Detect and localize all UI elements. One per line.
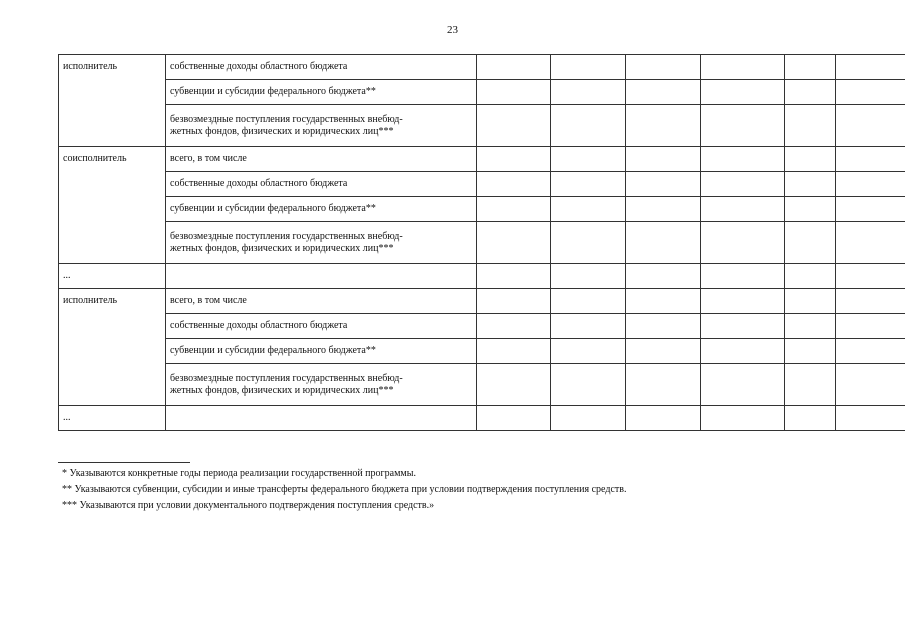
table-row xyxy=(59,172,905,197)
value-cell xyxy=(836,314,905,339)
value-cell xyxy=(477,406,551,431)
value-cell xyxy=(477,222,551,264)
table-row xyxy=(59,147,905,172)
table-row xyxy=(59,339,905,364)
value-cell xyxy=(785,172,836,197)
value-cell xyxy=(836,80,905,105)
source-cell: безвозмездные поступления государственных внебюд- жетных фондов, физических и юридических лиц*** xyxy=(166,364,477,406)
value-cell xyxy=(551,406,626,431)
value-cell xyxy=(626,314,701,339)
value-cell xyxy=(785,55,836,80)
value-cell xyxy=(785,147,836,172)
source-cell: субвенции и субсидии федерального бюджета** xyxy=(166,197,477,222)
footnotes xyxy=(62,466,842,514)
value-cell xyxy=(551,80,626,105)
value-cell xyxy=(701,147,785,172)
value-cell xyxy=(477,364,551,406)
value-cell xyxy=(551,364,626,406)
table-row xyxy=(59,406,905,431)
value-cell xyxy=(551,264,626,289)
value-cell xyxy=(477,172,551,197)
page-number: 23 xyxy=(447,24,458,36)
value-cell xyxy=(701,406,785,431)
value-cell xyxy=(785,314,836,339)
value-cell xyxy=(551,289,626,314)
value-cell xyxy=(551,314,626,339)
footnote-2: ** Указываются субвенции, субсидии и иные трансферты федерального бюджета при условии подтверждения поступления средств. xyxy=(62,484,627,495)
value-cell xyxy=(626,172,701,197)
value-cell xyxy=(626,289,701,314)
value-cell xyxy=(551,55,626,80)
source-cell: собственные доходы областного бюджета xyxy=(166,172,477,197)
value-cell xyxy=(836,147,905,172)
source-cell xyxy=(166,264,477,289)
value-cell xyxy=(477,105,551,147)
value-cell xyxy=(836,55,905,80)
value-cell xyxy=(551,105,626,147)
value-cell xyxy=(701,222,785,264)
value-cell xyxy=(626,197,701,222)
table-row xyxy=(59,197,905,222)
source-cell: собственные доходы областного бюджета xyxy=(166,314,477,339)
value-cell xyxy=(785,105,836,147)
value-cell xyxy=(785,364,836,406)
value-cell xyxy=(836,172,905,197)
role-cell: соисполнитель xyxy=(59,147,166,264)
table-row xyxy=(59,55,905,80)
source-cell: безвозмездные поступления государственных внебюд- жетных фондов, физических и юридических лиц*** xyxy=(166,105,477,147)
table-row xyxy=(59,105,905,147)
value-cell xyxy=(836,197,905,222)
value-cell xyxy=(701,364,785,406)
value-cell xyxy=(551,197,626,222)
table-row xyxy=(59,80,905,105)
value-cell xyxy=(626,264,701,289)
value-cell xyxy=(626,339,701,364)
role-cell: ... xyxy=(59,406,166,431)
role-cell: ... xyxy=(59,264,166,289)
source-cell: собственные доходы областного бюджета xyxy=(166,55,477,80)
value-cell xyxy=(836,289,905,314)
footnote-divider xyxy=(58,462,190,463)
value-cell xyxy=(785,339,836,364)
value-cell xyxy=(701,172,785,197)
value-cell xyxy=(477,314,551,339)
table-row xyxy=(59,314,905,339)
value-cell xyxy=(785,406,836,431)
value-cell xyxy=(551,147,626,172)
footnote-3: *** Указываются при условии документального подтверждения поступления средств.» xyxy=(62,500,435,511)
value-cell xyxy=(626,105,701,147)
value-cell xyxy=(785,197,836,222)
value-cell xyxy=(701,264,785,289)
value-cell xyxy=(477,197,551,222)
value-cell xyxy=(551,339,626,364)
value-cell xyxy=(785,289,836,314)
value-cell xyxy=(701,289,785,314)
source-cell: субвенции и субсидии федерального бюджета** xyxy=(166,339,477,364)
value-cell xyxy=(836,105,905,147)
table-row xyxy=(59,264,905,289)
role-cell: исполнитель xyxy=(59,289,166,406)
value-cell xyxy=(551,172,626,197)
value-cell xyxy=(551,222,626,264)
value-cell xyxy=(477,147,551,172)
value-cell xyxy=(626,147,701,172)
footnote-1: * Указываются конкретные годы периода реализации государственной программы. xyxy=(62,468,416,479)
value-cell xyxy=(477,264,551,289)
source-cell: всего, в том числе xyxy=(166,147,477,172)
value-cell xyxy=(836,339,905,364)
source-cell xyxy=(166,406,477,431)
value-cell xyxy=(626,222,701,264)
value-cell xyxy=(785,80,836,105)
value-cell xyxy=(836,264,905,289)
source-cell: безвозмездные поступления государственных внебюд- жетных фондов, физических и юридических лиц*** xyxy=(166,222,477,264)
value-cell xyxy=(701,197,785,222)
role-cell: исполнитель xyxy=(59,55,166,147)
budget-table xyxy=(58,54,905,431)
value-cell xyxy=(701,105,785,147)
value-cell xyxy=(477,80,551,105)
source-cell: субвенции и субсидии федерального бюджета** xyxy=(166,80,477,105)
table-row xyxy=(59,364,905,406)
table-row xyxy=(59,222,905,264)
value-cell xyxy=(701,80,785,105)
value-cell xyxy=(626,55,701,80)
value-cell xyxy=(836,406,905,431)
value-cell xyxy=(477,55,551,80)
value-cell xyxy=(626,364,701,406)
value-cell xyxy=(836,222,905,264)
value-cell xyxy=(785,264,836,289)
value-cell xyxy=(477,289,551,314)
value-cell xyxy=(785,222,836,264)
value-cell xyxy=(626,80,701,105)
value-cell xyxy=(701,339,785,364)
source-cell: всего, в том числе xyxy=(166,289,477,314)
table-row xyxy=(59,289,905,314)
value-cell xyxy=(626,406,701,431)
value-cell xyxy=(701,314,785,339)
value-cell xyxy=(477,339,551,364)
value-cell xyxy=(836,364,905,406)
value-cell xyxy=(701,55,785,80)
